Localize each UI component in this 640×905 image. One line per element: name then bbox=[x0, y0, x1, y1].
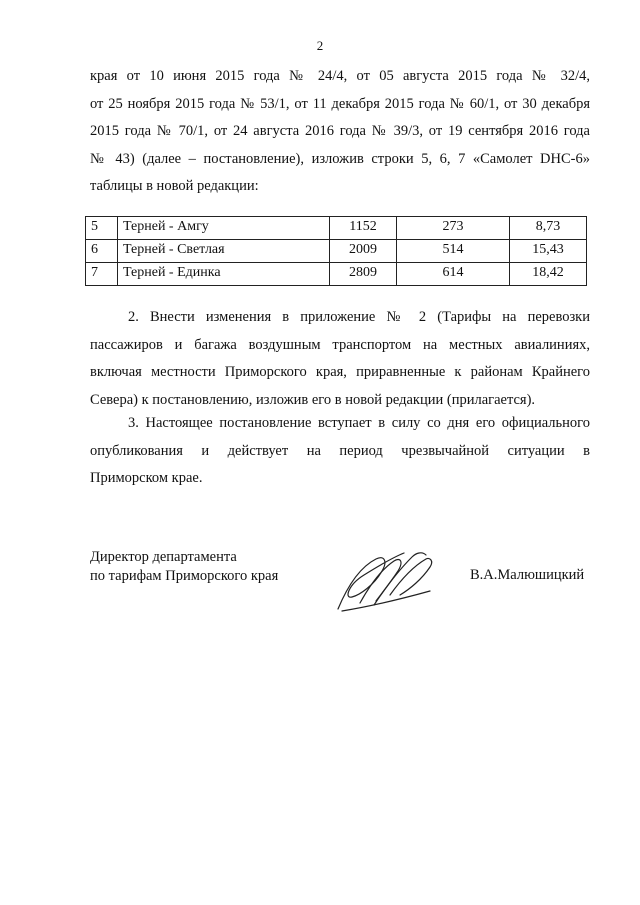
row-number: 7 bbox=[86, 263, 118, 286]
distance-cell: 2009 bbox=[330, 240, 397, 263]
text-line: Севера) к постановлению, изложив его в новой редакции (прилагается). bbox=[90, 391, 536, 408]
text-line: 3. Настоящее постановление вступает в силу со дня его официального bbox=[128, 415, 590, 431]
distance-cell: 1152 bbox=[330, 217, 397, 240]
route-cell: Терней - Светлая bbox=[118, 240, 330, 263]
text-line: № 43) (далее – постановление), изложив строки 5, 6, 7 «Самолет DHC-6» bbox=[90, 150, 590, 167]
paragraph-amendment-intro bbox=[90, 63, 590, 201]
table-row bbox=[86, 240, 587, 263]
value-cell: 8,73 bbox=[510, 217, 587, 240]
signatory-title bbox=[90, 548, 278, 586]
time-cell: 273 bbox=[397, 217, 510, 240]
handwritten-signature bbox=[330, 545, 440, 615]
table-row bbox=[86, 217, 587, 240]
paragraph-point-3 bbox=[90, 410, 590, 493]
row-number: 6 bbox=[86, 240, 118, 263]
rates-table bbox=[85, 216, 587, 286]
table-row bbox=[86, 263, 587, 286]
page-number: 2 bbox=[316, 38, 324, 53]
time-cell: 614 bbox=[397, 263, 510, 286]
value-cell: 15,43 bbox=[510, 240, 587, 263]
text-line: Приморском крае. bbox=[90, 470, 203, 486]
paragraph-point-2 bbox=[90, 304, 590, 414]
text-line: пассажиров и багажа воздушным транспортом на местных авиалиниях, bbox=[90, 336, 590, 353]
text-line: таблицы в новой редакции: bbox=[90, 178, 259, 194]
text-line: 2. Внести изменения в приложение № 2 (Тарифы на перевозки bbox=[128, 309, 590, 325]
signatory-title-line: Директор департамента bbox=[90, 549, 237, 565]
value-cell: 18,42 bbox=[510, 263, 587, 286]
signatory-name: В.А.Малюшицкий bbox=[470, 567, 585, 583]
distance-cell: 2809 bbox=[330, 263, 397, 286]
row-number: 5 bbox=[86, 217, 118, 240]
text-line: опубликования и действует на период чрезвычайной ситуации в bbox=[90, 442, 590, 459]
signatory-title-line: по тарифам Приморского края bbox=[90, 568, 279, 584]
text-line: от 25 ноября 2015 года № 53/1, от 11 декабря 2015 года № 60/1, от 30 декабря bbox=[90, 95, 590, 112]
text-line: 2015 года № 70/1, от 24 августа 2016 года № 39/3, от 19 сентября 2016 года bbox=[90, 123, 590, 139]
text-line: края от 10 июня 2015 года № 24/4, от 05 августа 2015 года № 32/4, bbox=[90, 68, 590, 84]
route-cell: Терней - Амгу bbox=[118, 217, 330, 240]
route-cell: Терней - Единка bbox=[118, 263, 330, 286]
text-line: включая местности Приморского края, приравненные к районам Крайнего bbox=[90, 364, 590, 380]
time-cell: 514 bbox=[397, 240, 510, 263]
